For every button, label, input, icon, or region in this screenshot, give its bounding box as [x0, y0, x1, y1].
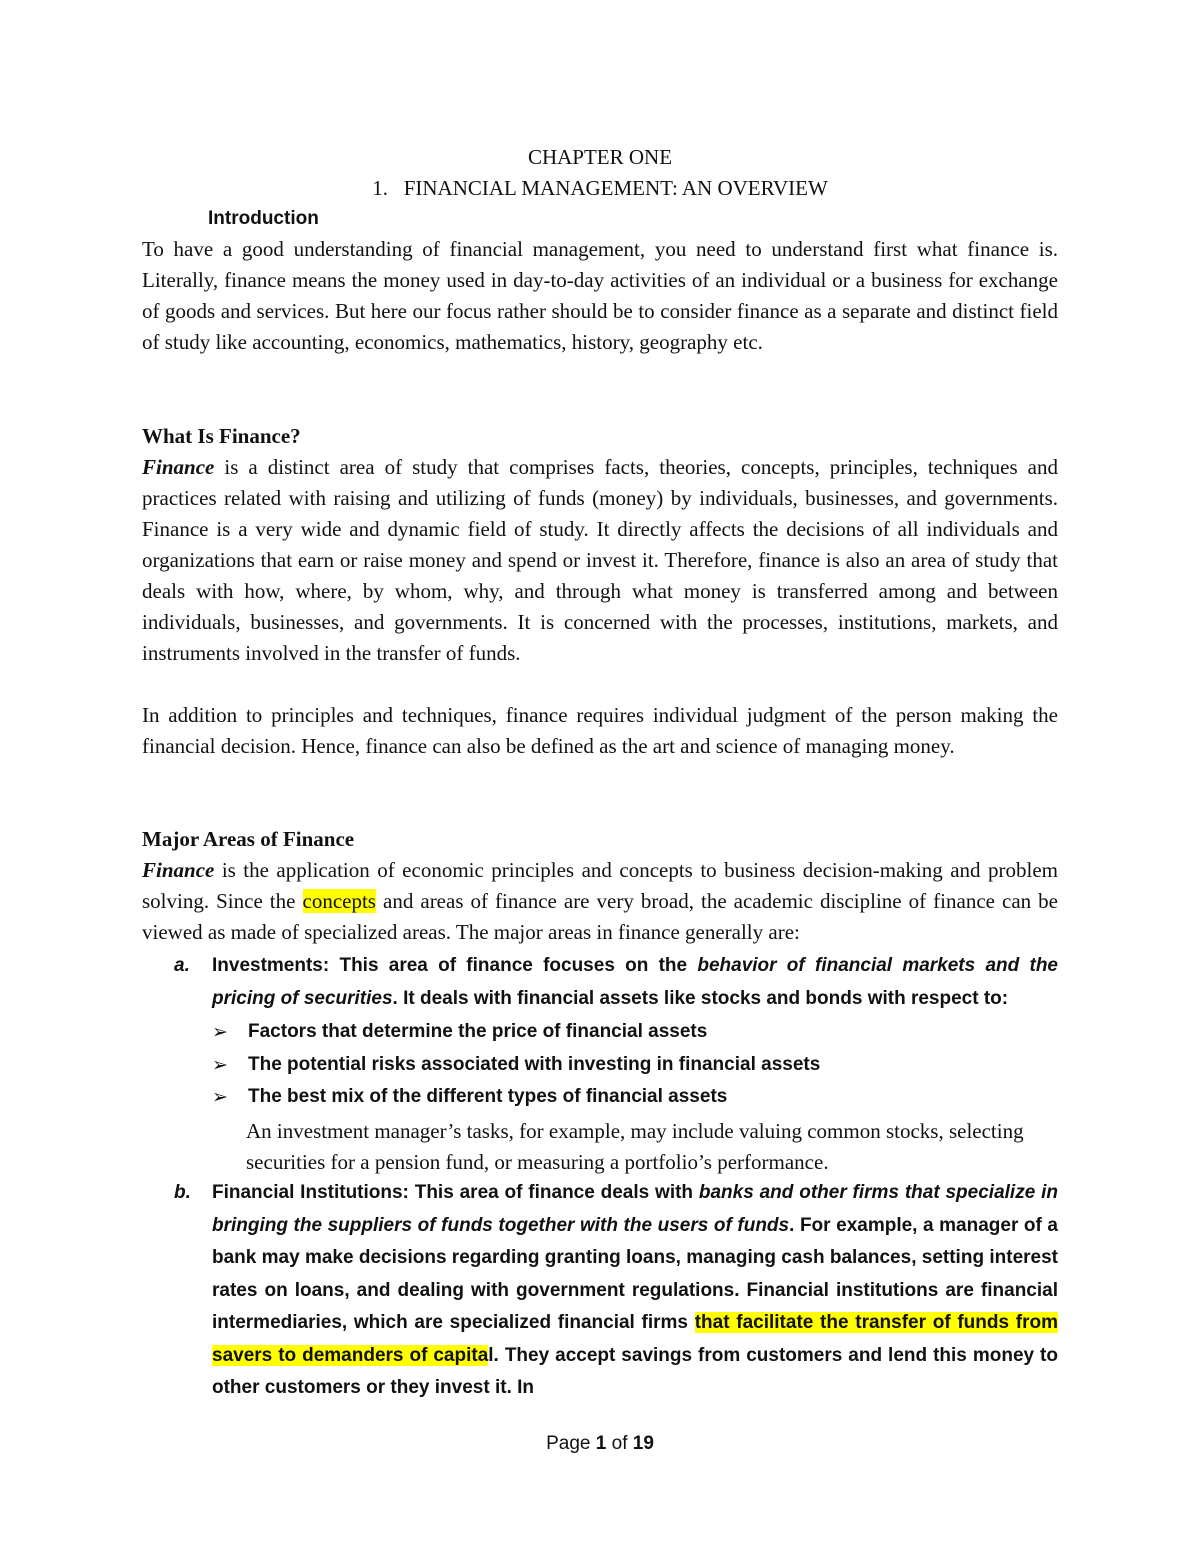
- introduction-heading: Introduction: [208, 208, 319, 229]
- bullet-text: The best mix of the different types of financial assets: [248, 1086, 728, 1107]
- major-text-after: and areas of finance are very broad, the academic discipline of finance can be viewed as made of specialized areas. The major areas in finance generally are:: [142, 889, 1058, 944]
- financial-institutions-text-1: This area of finance deals with: [408, 1182, 699, 1203]
- arrow-right-icon: ➢: [212, 1021, 228, 1043]
- investments-text-2: . It deals with financial assets like stocks and bonds with respect to:: [392, 987, 1009, 1009]
- list-item: [212, 1049, 1058, 1082]
- major-text-before: is the application of economic principles and concepts to business decision-making and problem solving. Since the: [142, 858, 1058, 913]
- arrow-right-icon: ➢: [212, 1086, 228, 1108]
- page-current: 1: [595, 1433, 607, 1454]
- investments-text: [212, 950, 1058, 1015]
- financial-institutions-text: [212, 1177, 1058, 1405]
- section-number: 1.: [372, 176, 388, 200]
- page-middle: of: [606, 1433, 633, 1454]
- investments-title: Investments:: [212, 955, 330, 976]
- list-label-a: a.: [174, 955, 190, 976]
- major-finance-term: Finance: [142, 858, 215, 882]
- concepts-highlight: concepts: [302, 889, 376, 913]
- section-title: [142, 173, 1058, 204]
- finance-definition-text: is a distinct area of study that comprises facts, theories, concepts, principles, techniques and practices related with raising and utilizing of funds (money) by individuals, businesses, and governments. Finance is a very wide and dynamic field of study. It directly affects the decisions of all individuals and organizations that earn or raise money and spend or invest it. Therefore, finance is also an area of study that deals with how, where, by whom, why, and through what money is transferred among and between individuals, businesses, and governments. It is concerned with the processes, institutions, markets, and instruments involved in the transfer of funds.: [142, 455, 1058, 665]
- list-item: [212, 1016, 1058, 1049]
- major-areas-paragraph: [142, 855, 1058, 948]
- finance-definition-paragraph: [142, 452, 1058, 669]
- financial-institutions-emphasis: banks and other firms that specialize in bringing the suppliers of funds together with the users of funds: [212, 1182, 1058, 1236]
- page-number: [0, 1428, 1200, 1461]
- bullet-text: The potential risks associated with investing in financial assets: [248, 1053, 821, 1075]
- what-is-finance-heading: What Is Finance?: [142, 424, 301, 448]
- section-title-text: FINANCIAL MANAGEMENT: AN OVERVIEW: [403, 176, 828, 200]
- art-and-science-paragraph: In addition to principles and techniques, finance requires individual judgment of the person making the financial decision. Hence, finance can also be defined as the art and science of managing money.: [142, 703, 1058, 758]
- finance-term: Finance: [142, 455, 215, 479]
- bullet-text: Factors that determine the price of financial assets: [248, 1021, 708, 1042]
- financial-institutions-text-2: . For example, a manager of a bank may make decisions regarding granting loans, managing cash balances, setting interest rates on loans, and dealing with government regulations. Financial institutions are financial intermediaries, which are specialized financial firms: [212, 1214, 1058, 1333]
- arrow-right-icon: ➢: [212, 1053, 228, 1076]
- page-prefix: Page: [546, 1433, 596, 1454]
- chapter-title: [142, 142, 1058, 173]
- transfer-of-funds-highlight: that facilitate the transfer of funds from savers to demanders of capita: [212, 1312, 1058, 1366]
- chapter-title-text: CHAPTER ONE: [527, 145, 673, 169]
- investments-emphasis: behavior of financial markets and the pricing of securities: [212, 955, 1058, 1009]
- list-item-financial-institutions: [174, 1177, 1058, 1405]
- investments-text-1: This area of finance focuses on the: [329, 955, 698, 976]
- major-areas-heading: Major Areas of Finance: [142, 827, 355, 851]
- investment-manager-note: An investment manager’s tasks, for example, may include valuing common stocks, selecting securities for a pension fund, or measuring a portfolio’s performance.: [246, 1119, 1024, 1174]
- investments-bullet-list: [212, 1016, 1058, 1114]
- list-item-investments: [174, 950, 1058, 1015]
- introduction-paragraph: To have a good understanding of financial management, you need to understand first what finance is. Literally, finance means the money used in day-to-day activities of an individual or a business for exchange of goods and services. But here our focus rather should be to consider finance as a separate and distinct field of study like accounting, economics, mathematics, history, geography etc.: [142, 237, 1058, 354]
- financial-institutions-title: Financial Institutions:: [212, 1182, 409, 1203]
- financial-institutions-text-3: l. They accept savings from customers and lend this money to other customers or they invest it. In: [212, 1344, 1058, 1398]
- list-item: [212, 1081, 1058, 1114]
- page-total: 19: [632, 1433, 654, 1454]
- list-label-b: b.: [174, 1182, 191, 1203]
